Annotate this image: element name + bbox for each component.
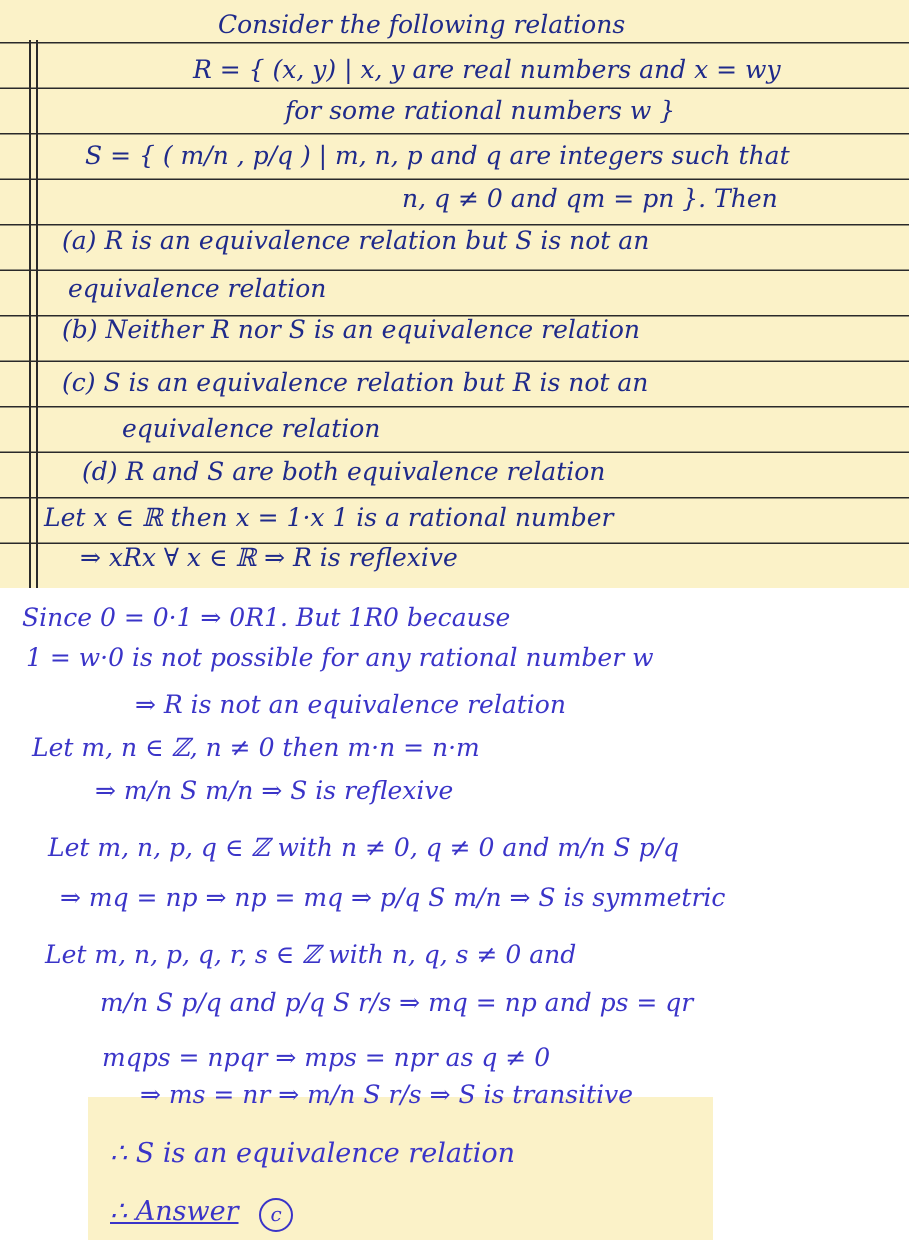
solution-line-9: ⇒ mq = np ⇒ np = mq ⇒ p/q S m/n ⇒ S is symmetric [60,883,726,912]
solution-line-11: m/n S p/q and p/q S r/s ⇒ mq = np and ps = qr [100,988,694,1017]
solution-line-13: ⇒ ms = nr ⇒ m/n S r/s ⇒ S is transitive [140,1080,634,1109]
option-d: (d) R and S are both equivalence relation [82,457,606,486]
solution-line-12: mqps = npqr ⇒ mps = npr as q ≠ 0 [102,1043,551,1072]
solution-line-4: 1 = w·0 is not possible for any rational number w [26,643,654,672]
relation-r-definition-cont: for some rational numbers w } [285,96,676,125]
solution-line-7: ⇒ m/n S m/n ⇒ S is reflexive [95,776,454,805]
option-b: (b) Neither R nor S is an equivalence relation [62,315,640,344]
option-a-cont: equivalence relation [68,274,327,303]
relation-s-definition-cont: n, q ≠ 0 and qm = pn }. Then [402,184,778,213]
margin-rule-right [36,40,38,588]
option-c: (c) S is an equivalence relation but R is not an [62,368,649,397]
solution-line-6: Let m, n ∈ ℤ, n ≠ 0 then m·n = n·m [32,733,480,762]
solution-line-10: Let m, n, p, q, r, s ∈ ℤ with n, q, s ≠ 0 and [45,940,577,969]
option-a: (a) R is an equivalence relation but S is not an [62,226,650,255]
margin-rule-left [29,40,31,588]
final-answer [110,1198,293,1232]
answer-label: ∴ Answer [110,1196,239,1227]
conclusion-line: ∴ S is an equivalence relation [110,1138,516,1169]
solution-line-8: Let m, n, p, q ∈ ℤ with n ≠ 0, q ≠ 0 and m/n S p/q [48,833,680,862]
option-c-cont: equivalence relation [122,414,381,443]
ruled-notebook-sheet [0,0,909,588]
relation-r-definition: R = { (x, y) | x, y are real numbers and x = wy [193,55,781,84]
question-intro: Consider the following relations [218,10,626,39]
answer-choice-circle: c [259,1198,293,1232]
solution-line-5: ⇒ R is not an equivalence relation [135,690,566,719]
solution-line-2: ⇒ xRx ∀ x ∈ ℝ ⇒ R is reflexive [80,543,458,572]
relation-s-definition: S = { ( m/n , p/q ) | m, n, p and q are integers such that [85,141,790,170]
solution-line-1: Let x ∈ ℝ then x = 1·x 1 is a rational number [44,503,614,532]
solution-line-3: Since 0 = 0·1 ⇒ 0R1. But 1R0 because [22,603,511,632]
